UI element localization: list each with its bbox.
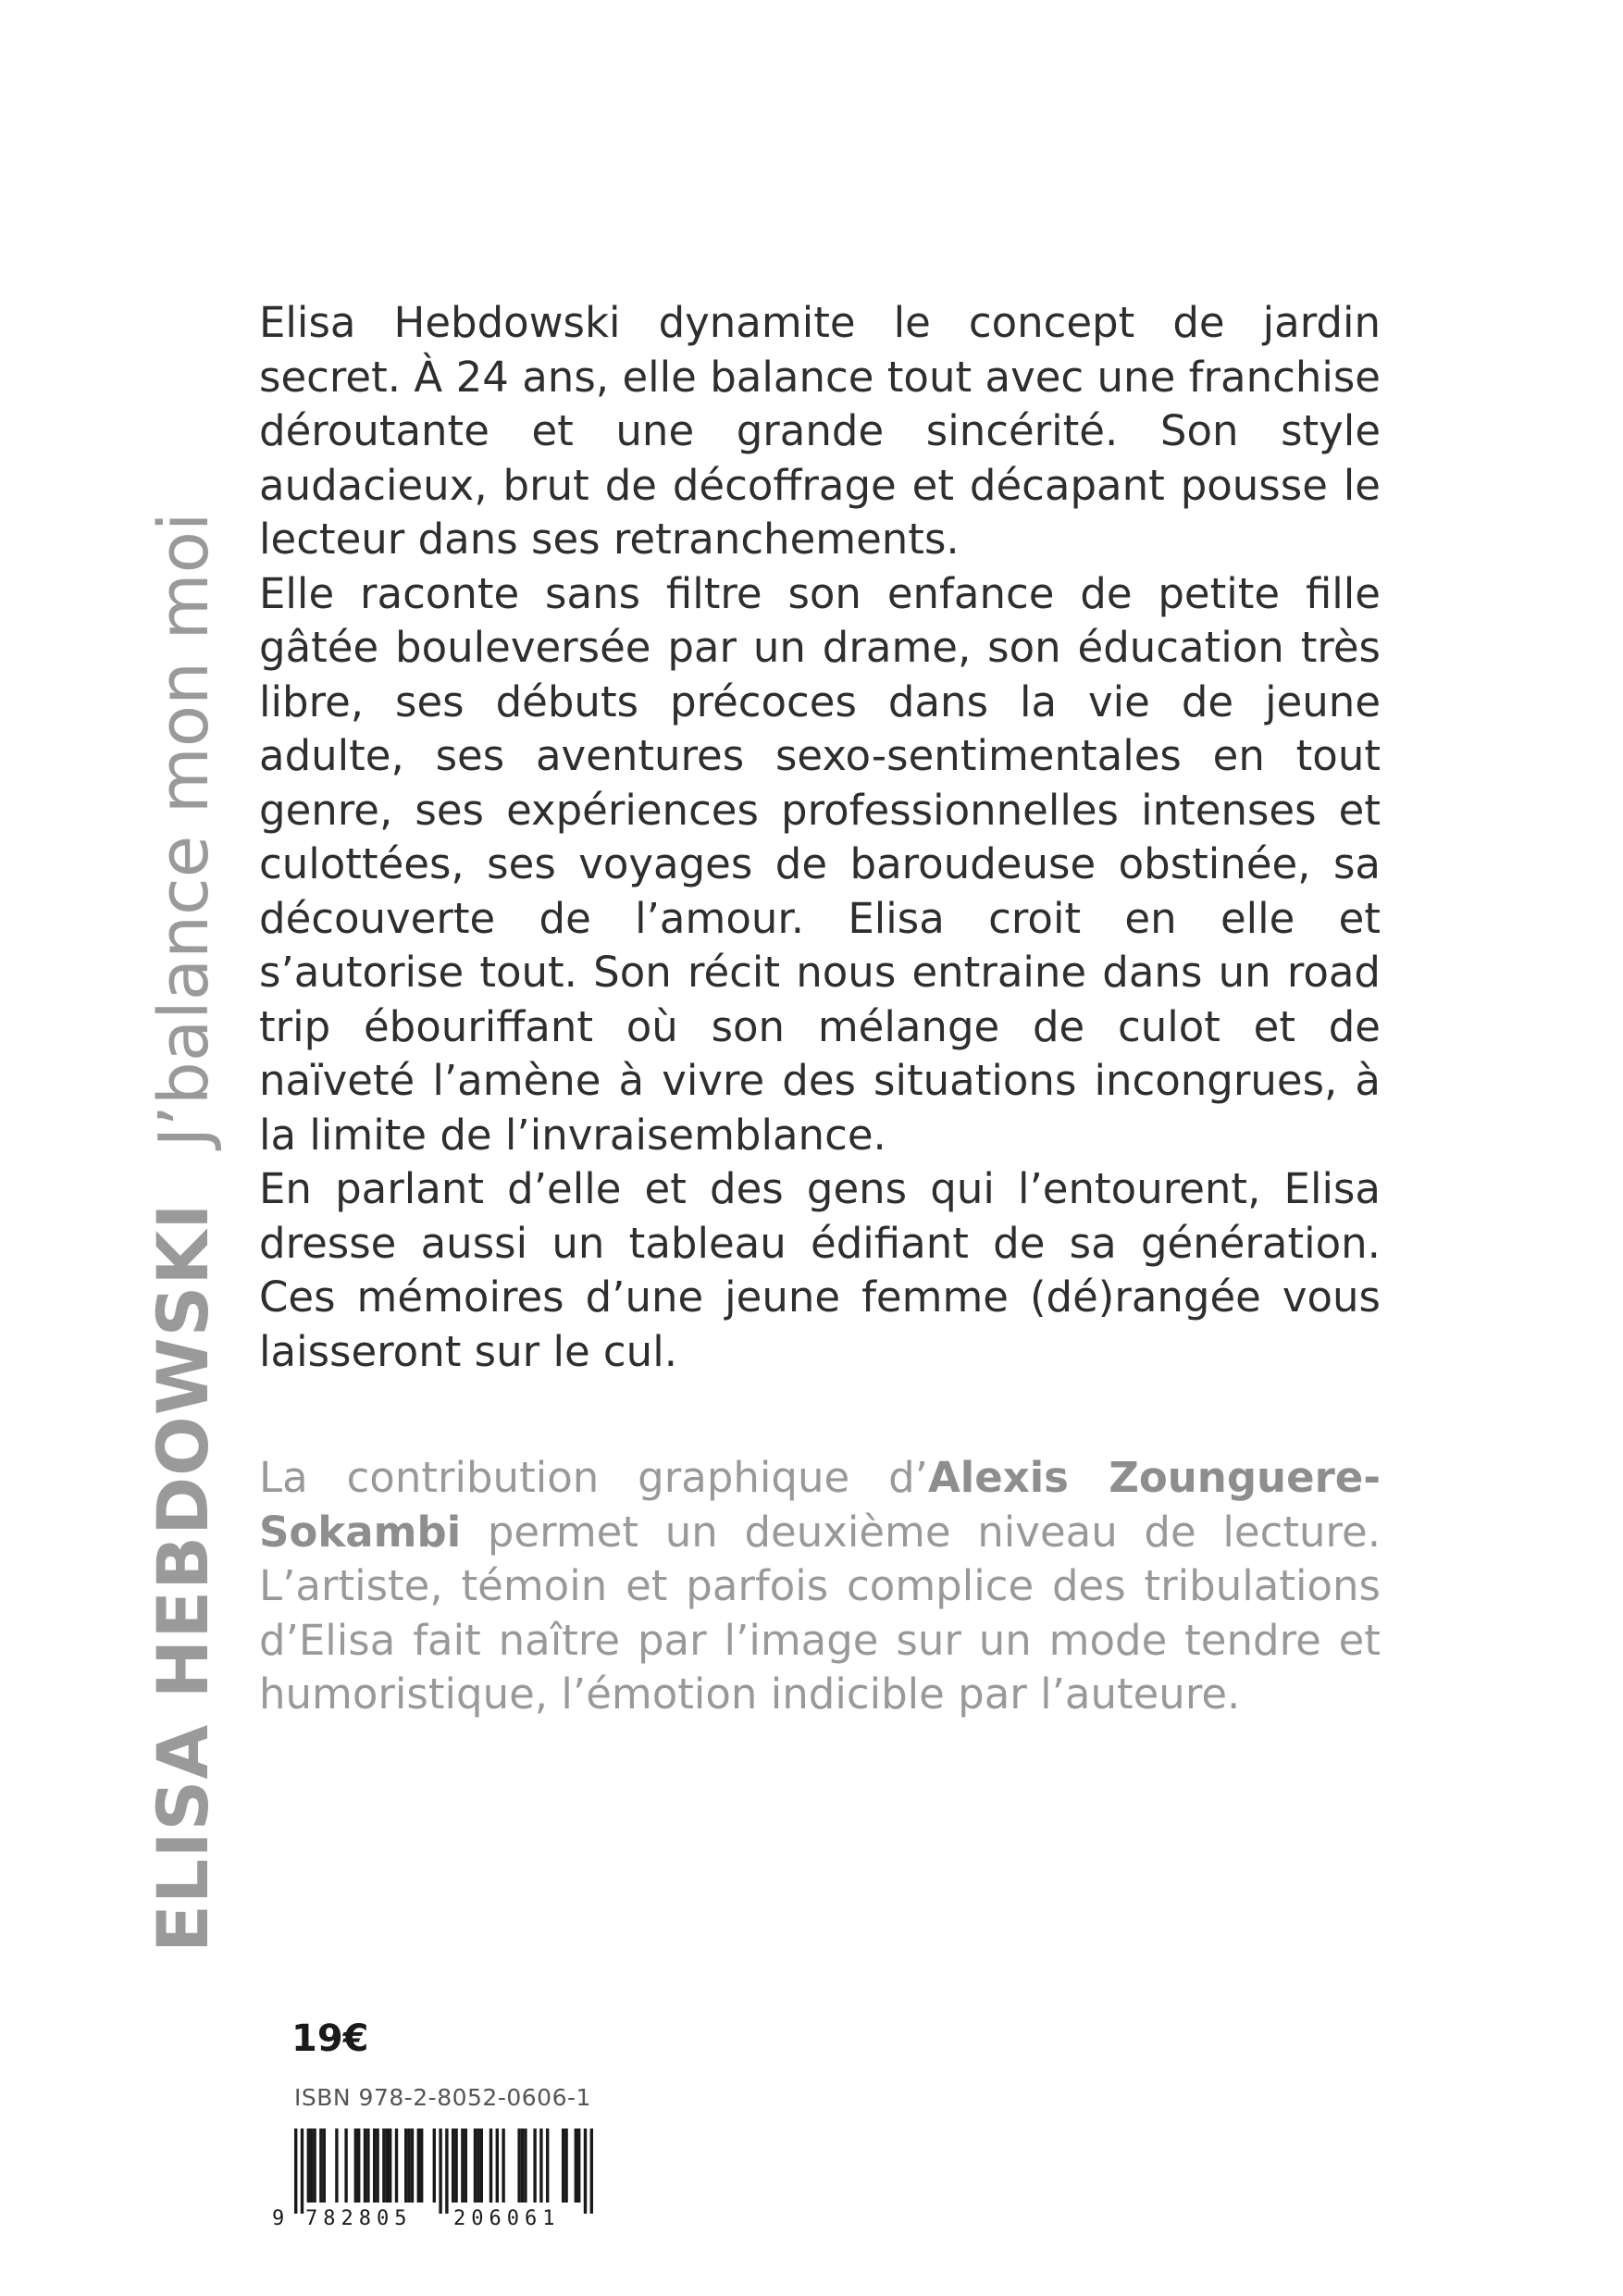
credit-lead: La contribution graphique d’ xyxy=(259,1453,928,1502)
barcode-bar xyxy=(521,2128,524,2203)
barcode-bar xyxy=(319,2128,322,2203)
barcode-bar xyxy=(294,2128,297,2214)
barcode-right-digits: 206061 xyxy=(453,2207,561,2230)
barcode-bar xyxy=(301,2128,304,2214)
barcode-bar xyxy=(546,2128,549,2203)
barcode-bar xyxy=(373,2128,376,2203)
barcode-bar xyxy=(480,2128,483,2203)
barcode-bar xyxy=(517,2128,520,2203)
barcode-bar xyxy=(366,2128,369,2203)
barcode-bar xyxy=(335,2128,338,2203)
blurb-paragraph-3: En parlant d’elle et des gens qui l’entourent, Elisa dresse aussi un tableau édifiant de sa génération. Ces mémoires d’une jeune femme (dé)rangée vous laisseront sur le cul. xyxy=(259,1164,1381,1376)
barcode-bar xyxy=(313,2128,316,2203)
barcode-bar xyxy=(452,2128,454,2203)
barcode-bar xyxy=(407,2128,410,2203)
barcode-bars xyxy=(294,2128,593,2214)
price: 19€ xyxy=(291,2017,369,2060)
barcode-bar xyxy=(420,2128,423,2203)
barcode-bar xyxy=(439,2128,441,2214)
barcode-bar xyxy=(454,2128,457,2203)
barcode-bar xyxy=(417,2128,420,2203)
barcode-bar xyxy=(376,2128,378,2203)
barcode-bar xyxy=(386,2128,389,2203)
spine-text xyxy=(142,512,224,1953)
barcode-bar xyxy=(533,2128,536,2203)
barcode-bar xyxy=(445,2128,448,2214)
barcode-bar xyxy=(590,2128,593,2214)
barcode xyxy=(268,2128,620,2230)
barcode-bar xyxy=(310,2128,313,2203)
barcode-bar xyxy=(354,2128,357,2203)
barcode-bar xyxy=(502,2128,504,2203)
blurb-paragraph-2: Elle raconte sans filtre son enfance de petite fille gâtée bouleversée par un drame, son éducation très libre, ses débuts précoces dans la vie de jeune adulte, ses aventures sexo-sentimentales en tout genre, ses expériences professionnelles intenses et culottées, ses voyages de baroudeuse obstinée, sa découverte de l’amour. Elisa croit en elle et s’autorise tout. Son récit nous entraine dans un road trip ébouriffant où son mélange de culot et de naïveté l’amène à vivre des situations incongrues, à la limite de l’invraisemblance. xyxy=(259,568,1381,1160)
barcode-graphic xyxy=(268,2128,620,2230)
barcode-bar xyxy=(307,2128,310,2203)
barcode-bar xyxy=(433,2128,436,2203)
barcode-bar xyxy=(364,2128,366,2203)
barcode-bar xyxy=(395,2128,398,2203)
barcode-bar xyxy=(584,2128,587,2214)
barcode-bar xyxy=(564,2128,567,2203)
barcode-bar xyxy=(539,2128,542,2203)
barcode-bar xyxy=(411,2128,414,2203)
barcode-bar xyxy=(389,2128,391,2203)
artist-name: Alexis Zounguere-Sokambi xyxy=(259,1453,1381,1557)
barcode-bar xyxy=(489,2128,492,2203)
barcode-bar xyxy=(323,2128,326,2203)
barcode-bar xyxy=(577,2128,580,2203)
back-cover-blurb xyxy=(259,296,1381,1379)
barcode-bar xyxy=(404,2128,407,2203)
barcode-bar xyxy=(357,2128,360,2203)
barcode-bar xyxy=(461,2128,464,2203)
barcode-bar xyxy=(496,2128,499,2203)
barcode-left-digits: 782805 xyxy=(305,2207,413,2230)
barcode-bar xyxy=(344,2128,347,2203)
barcode-bar xyxy=(477,2128,479,2203)
barcode-bar xyxy=(575,2128,577,2203)
credit-paragraph xyxy=(259,1451,1381,1722)
barcode-bar xyxy=(562,2128,564,2203)
barcode-first-digit: 9 xyxy=(272,2207,285,2230)
blurb-paragraph-1: Elisa Hebdowski dynamite le concept de jardin secret. À 24 ans, elle balance tout avec une franchise déroutante et une grande sincérité. Son style audacieux, brut de décoffrage et décapant pousse le lecteur dans ses retranchements. xyxy=(259,298,1381,564)
barcode-bar xyxy=(382,2128,385,2203)
spine-author: ELISA HEBDOWSKI xyxy=(142,1202,224,1953)
barcode-bar xyxy=(474,2128,477,2203)
barcode-bar xyxy=(524,2128,527,2203)
barcode-bar xyxy=(465,2128,467,2203)
spine-title: J’balance mon moi xyxy=(144,512,224,1148)
illustrator-credit xyxy=(259,1451,1381,1722)
credit-rest: permet un deuxième niveau de lecture. L’artiste, témoin et parfois complice des tribulations d’Elisa fait naître par l’image sur un mode tendre et humoristique, l’émotion indicible par l’auteure. xyxy=(259,1507,1381,1719)
isbn: ISBN 978-2-8052-0606-1 xyxy=(294,2084,591,2111)
